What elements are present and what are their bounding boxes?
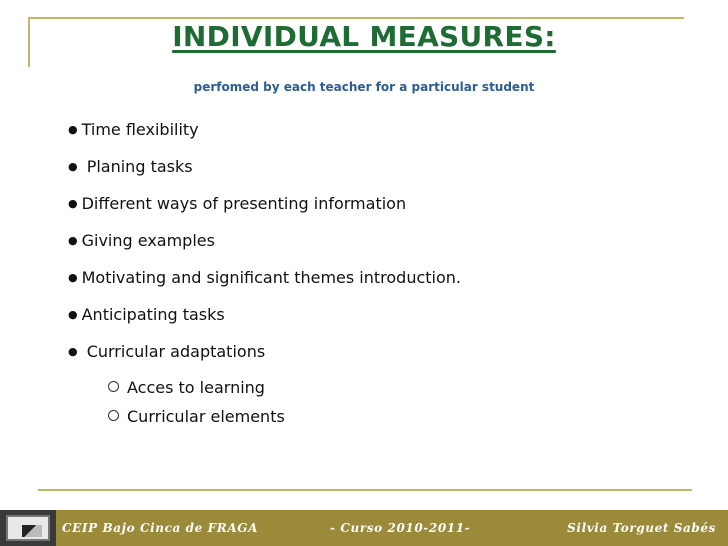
footer-course: - Curso 2010-2011- bbox=[330, 521, 471, 535]
list-item: ● Motivating and significant themes introduction. bbox=[68, 268, 461, 287]
bullet-icon: ● bbox=[68, 234, 78, 247]
bullet-icon: ● bbox=[68, 123, 78, 136]
measures-list bbox=[68, 118, 461, 377]
list-item: ● Time flexibility bbox=[68, 120, 199, 139]
circle-bullet-icon bbox=[108, 381, 119, 392]
list-item: ● Different ways of presenting information bbox=[68, 194, 407, 213]
bottom-rule bbox=[38, 489, 692, 491]
sublist-item: Curricular elements bbox=[108, 405, 285, 434]
list-item: ● Planing tasks bbox=[68, 157, 193, 176]
page-subtitle: perfomed by each teacher for a particular student bbox=[193, 80, 535, 94]
list-item: ● Anticipating tasks bbox=[68, 305, 225, 324]
bullet-icon: ● bbox=[68, 197, 78, 210]
list-item: ● Curricular adaptations bbox=[68, 342, 266, 361]
circle-bullet-icon bbox=[108, 410, 119, 421]
adaptations-sublist bbox=[108, 376, 285, 434]
footer-school: CEIP Bajo Cinca de FRAGA bbox=[62, 521, 259, 535]
page-title: INDIVIDUAL MEASURES: bbox=[172, 20, 556, 53]
sublist-item: Acces to learning bbox=[108, 376, 285, 405]
bullet-icon: ● bbox=[68, 271, 78, 284]
footer-band bbox=[0, 510, 728, 546]
bullet-icon: ● bbox=[68, 345, 78, 358]
bullet-icon: ● bbox=[68, 308, 78, 321]
school-logo-icon bbox=[0, 510, 56, 546]
bullet-icon: ● bbox=[68, 160, 78, 173]
list-item: ● Giving examples bbox=[68, 231, 215, 250]
top-rule bbox=[28, 17, 684, 19]
footer-author: Silvia Torguet Sabés bbox=[567, 521, 716, 535]
